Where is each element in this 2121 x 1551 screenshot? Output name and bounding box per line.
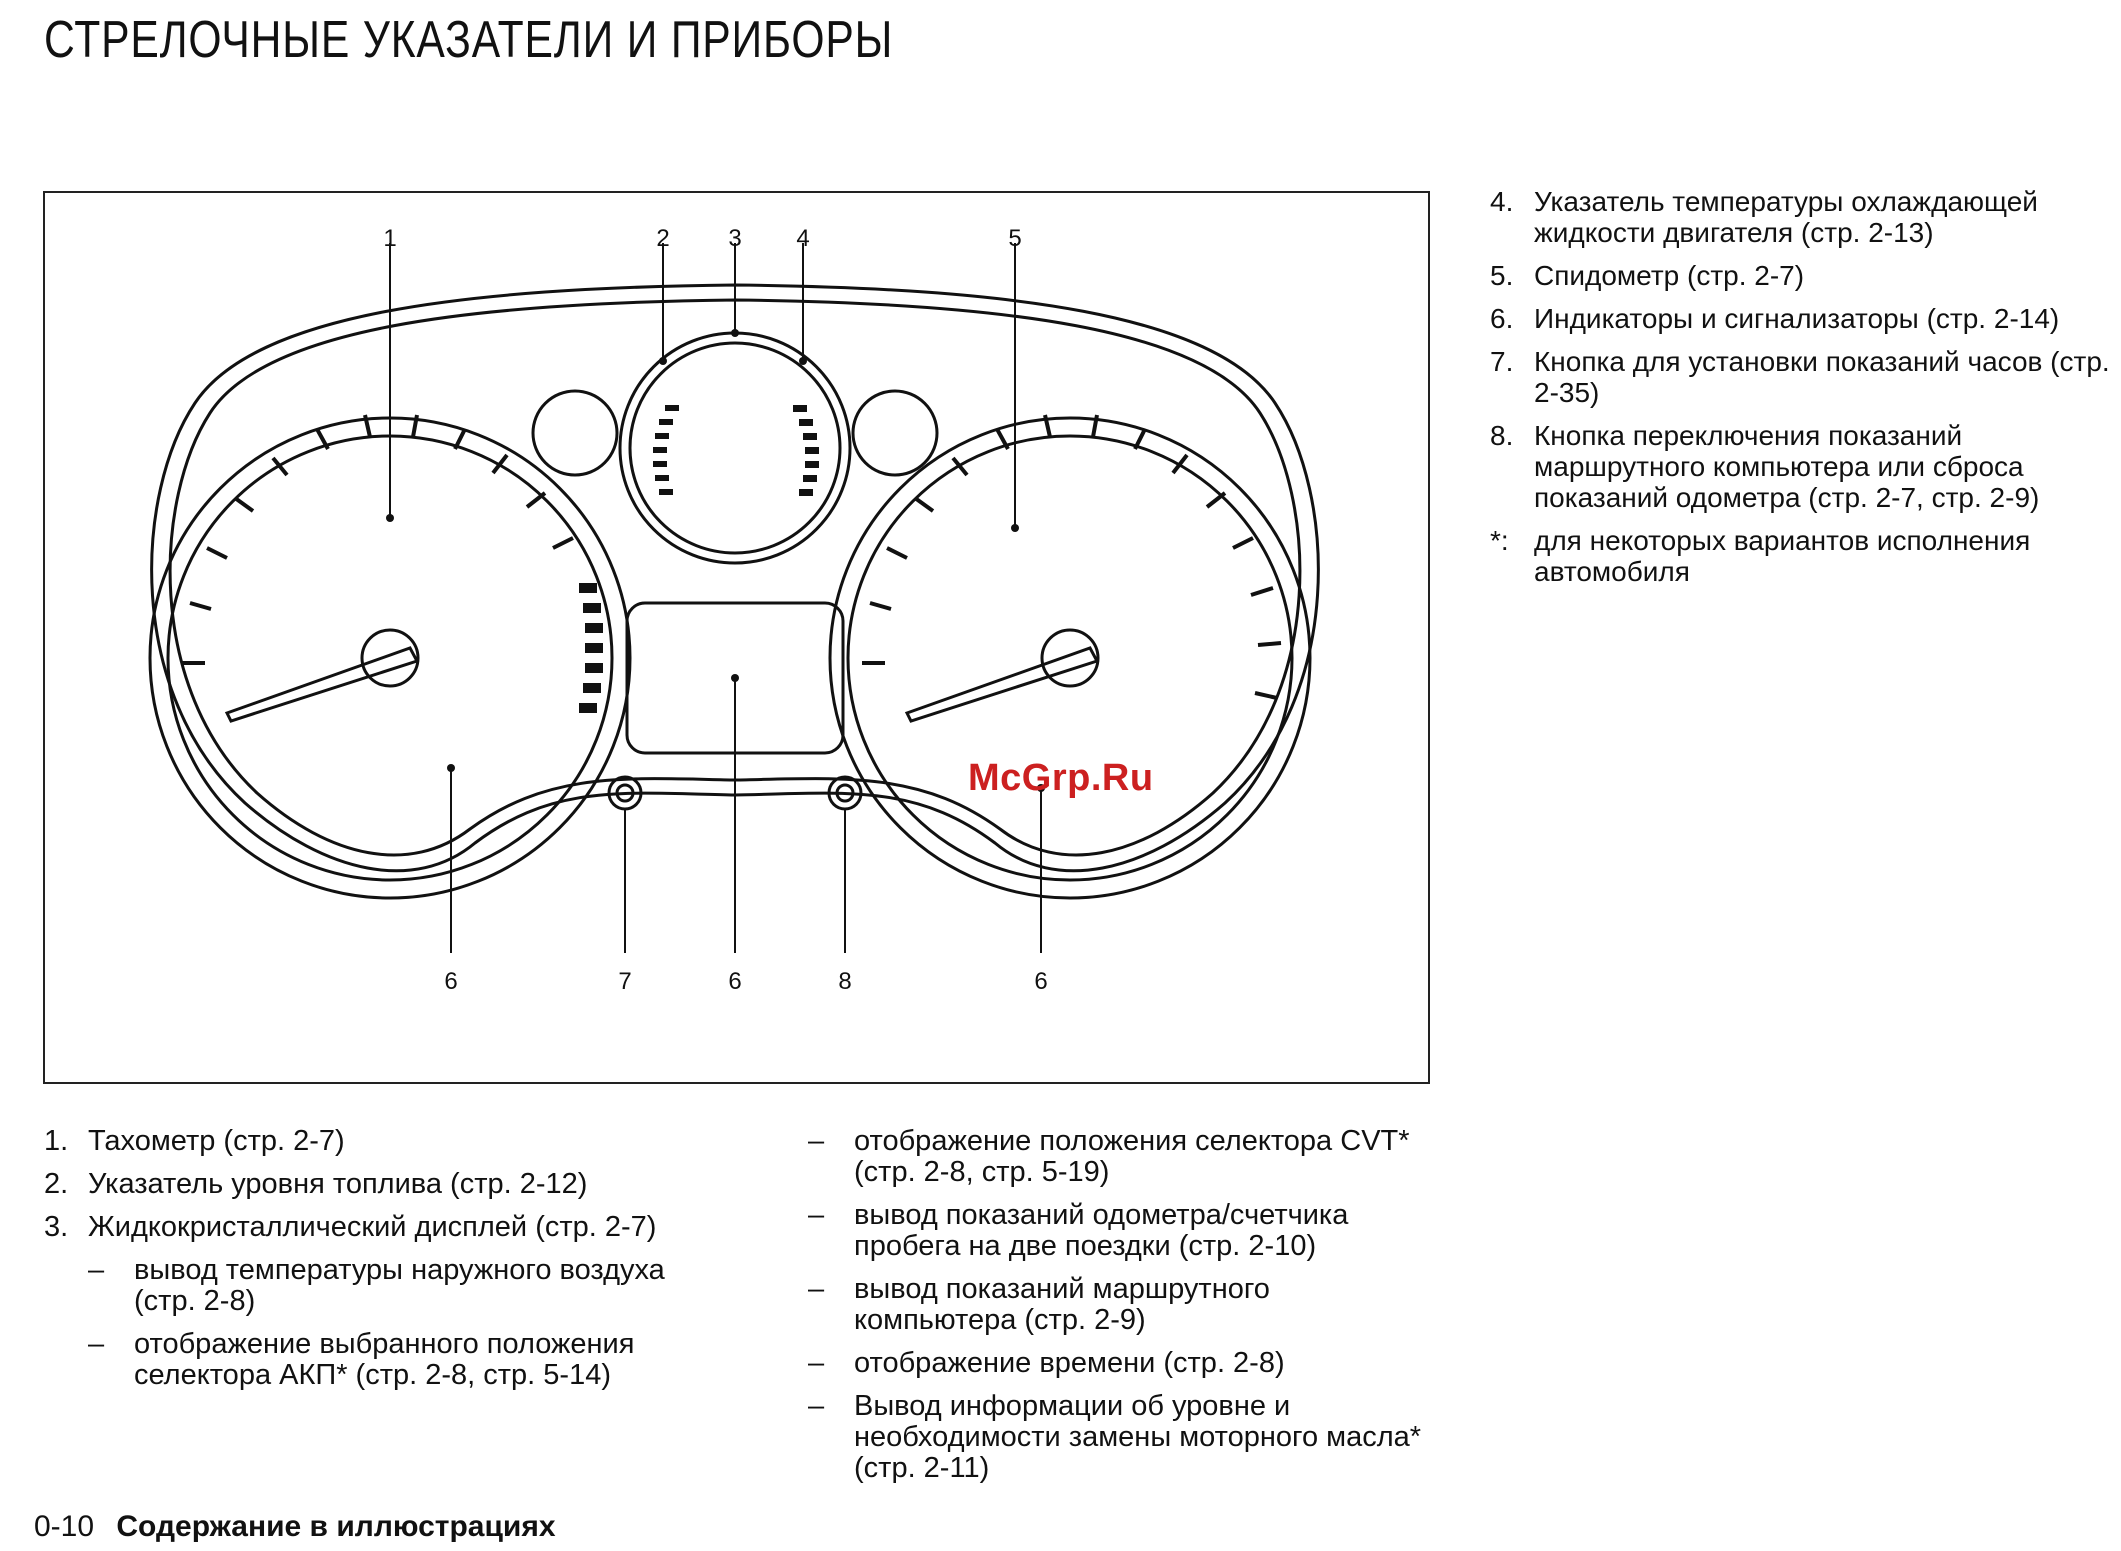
callout-3: 3 [728, 225, 742, 252]
legend-sub-text: отображение выбранного положения селектора АКП* (стр. 2-8, стр. 5-14) [134, 1328, 635, 1391]
speedometer-outer-ring [830, 418, 1310, 898]
legend-item-3 [44, 1212, 724, 1243]
dash-glyph: – [808, 1199, 825, 1231]
warning-window-right [853, 391, 937, 475]
legend-num: 8. [1490, 420, 1514, 451]
legend-item-7 [1490, 346, 2115, 408]
dash-glyph: – [808, 1347, 825, 1379]
legend-num: 1. [44, 1125, 69, 1157]
page-title: СТРЕЛОЧНЫЕ УКАЗАТЕЛИ И ПРИБОРЫ [44, 11, 894, 69]
legend-sub-text: отображение положения селектора CVT* (стр. 2-8, стр. 5-19) [854, 1125, 1410, 1188]
instrument-cluster-figure [43, 191, 1430, 1084]
callout-6-right: 6 [1034, 968, 1048, 995]
callout-7: 7 [618, 968, 632, 995]
legend-middle [808, 1126, 1430, 1496]
legend-item-1 [44, 1126, 724, 1157]
dash-glyph: – [88, 1328, 105, 1360]
legend-item-footnote [1490, 525, 2115, 587]
dash-glyph: – [808, 1390, 825, 1422]
legend-sub-item [88, 1255, 724, 1317]
temp-gauge-bars [793, 405, 819, 496]
legend-sub-text: Вывод информации об уровне и необходимости замены моторного масла* (стр. 2-11) [854, 1390, 1422, 1484]
legend-num: 7. [1490, 346, 1514, 377]
legend-text: Кнопка для установки показаний часов (стр. 2-35) [1534, 346, 2110, 408]
dash-glyph: – [88, 1254, 105, 1286]
tachometer-redzone [579, 583, 603, 713]
legend-sub-list-left [88, 1255, 724, 1391]
legend-text: Указатель температуры охлаждающей жидкости двигателя (стр. 2-13) [1534, 186, 2038, 248]
fuel-gauge-bars [653, 405, 679, 495]
legend-sub-item [808, 1274, 1430, 1336]
legend-text: для некоторых вариантов исполнения автомобиля [1534, 525, 2031, 587]
legend-item-8 [1490, 420, 2115, 513]
page-number: 0-10 [34, 1510, 95, 1543]
legend-num: 3. [44, 1211, 69, 1243]
callout-2: 2 [656, 225, 670, 252]
legend-num: 6. [1490, 303, 1514, 334]
section-title: Содержание в иллюстрациях [116, 1510, 556, 1543]
legend-item-6 [1490, 303, 2115, 334]
legend-sub-item [808, 1391, 1430, 1484]
legend-left [44, 1126, 724, 1403]
legend-num: *: [1490, 525, 1509, 556]
dash-glyph: – [808, 1273, 825, 1305]
legend-sub-item [808, 1126, 1430, 1188]
legend-text: Индикаторы и сигнализаторы (стр. 2-14) [1534, 303, 2060, 334]
legend-num: 4. [1490, 186, 1514, 217]
legend-sub-item [808, 1200, 1430, 1262]
page-footer [34, 1510, 556, 1544]
legend-sub-text: вывод показаний маршрутного компьютера (стр. 2-9) [854, 1273, 1270, 1336]
callout-6-center: 6 [728, 968, 742, 995]
legend-item-4 [1490, 186, 2115, 248]
legend-text: Жидкокристаллический дисплей (стр. 2-7) [88, 1211, 657, 1243]
legend-item-2 [44, 1169, 724, 1200]
legend-item-5 [1490, 260, 2115, 291]
dash-glyph: – [808, 1125, 825, 1157]
callout-1: 1 [383, 225, 397, 252]
callout-8: 8 [838, 968, 852, 995]
legend-text: Указатель уровня топлива (стр. 2-12) [88, 1168, 588, 1200]
callout-4: 4 [796, 225, 810, 252]
legend-sub-text: вывод температуры наружного воздуха (стр. 2-8) [134, 1254, 665, 1317]
legend-text: Тахометр (стр. 2-7) [88, 1125, 345, 1157]
callout-5: 5 [1008, 225, 1022, 252]
legend-right [1490, 186, 2115, 599]
legend-text: Кнопка переключения показаний маршрутного компьютера или сброса показаний одометра (стр. 2-7, стр. 2-9) [1534, 420, 2040, 513]
legend-text: Спидометр (стр. 2-7) [1534, 260, 1805, 291]
legend-sub-item [808, 1348, 1430, 1379]
warning-window-left [533, 391, 617, 475]
watermark: McGrp.Ru [968, 757, 1154, 799]
speedometer-inner-ring [848, 436, 1292, 880]
legend-num: 5. [1490, 260, 1514, 291]
legend-sub-text: отображение времени (стр. 2-8) [854, 1347, 1285, 1379]
legend-num: 2. [44, 1168, 69, 1200]
callout-6-left: 6 [444, 968, 458, 995]
legend-sub-text: вывод показаний одометра/счетчика пробега на две поездки (стр. 2-10) [854, 1199, 1349, 1262]
callout-leader-lines [390, 243, 1041, 953]
legend-sub-item [88, 1329, 724, 1391]
instrument-cluster-drawing [45, 193, 1432, 1086]
